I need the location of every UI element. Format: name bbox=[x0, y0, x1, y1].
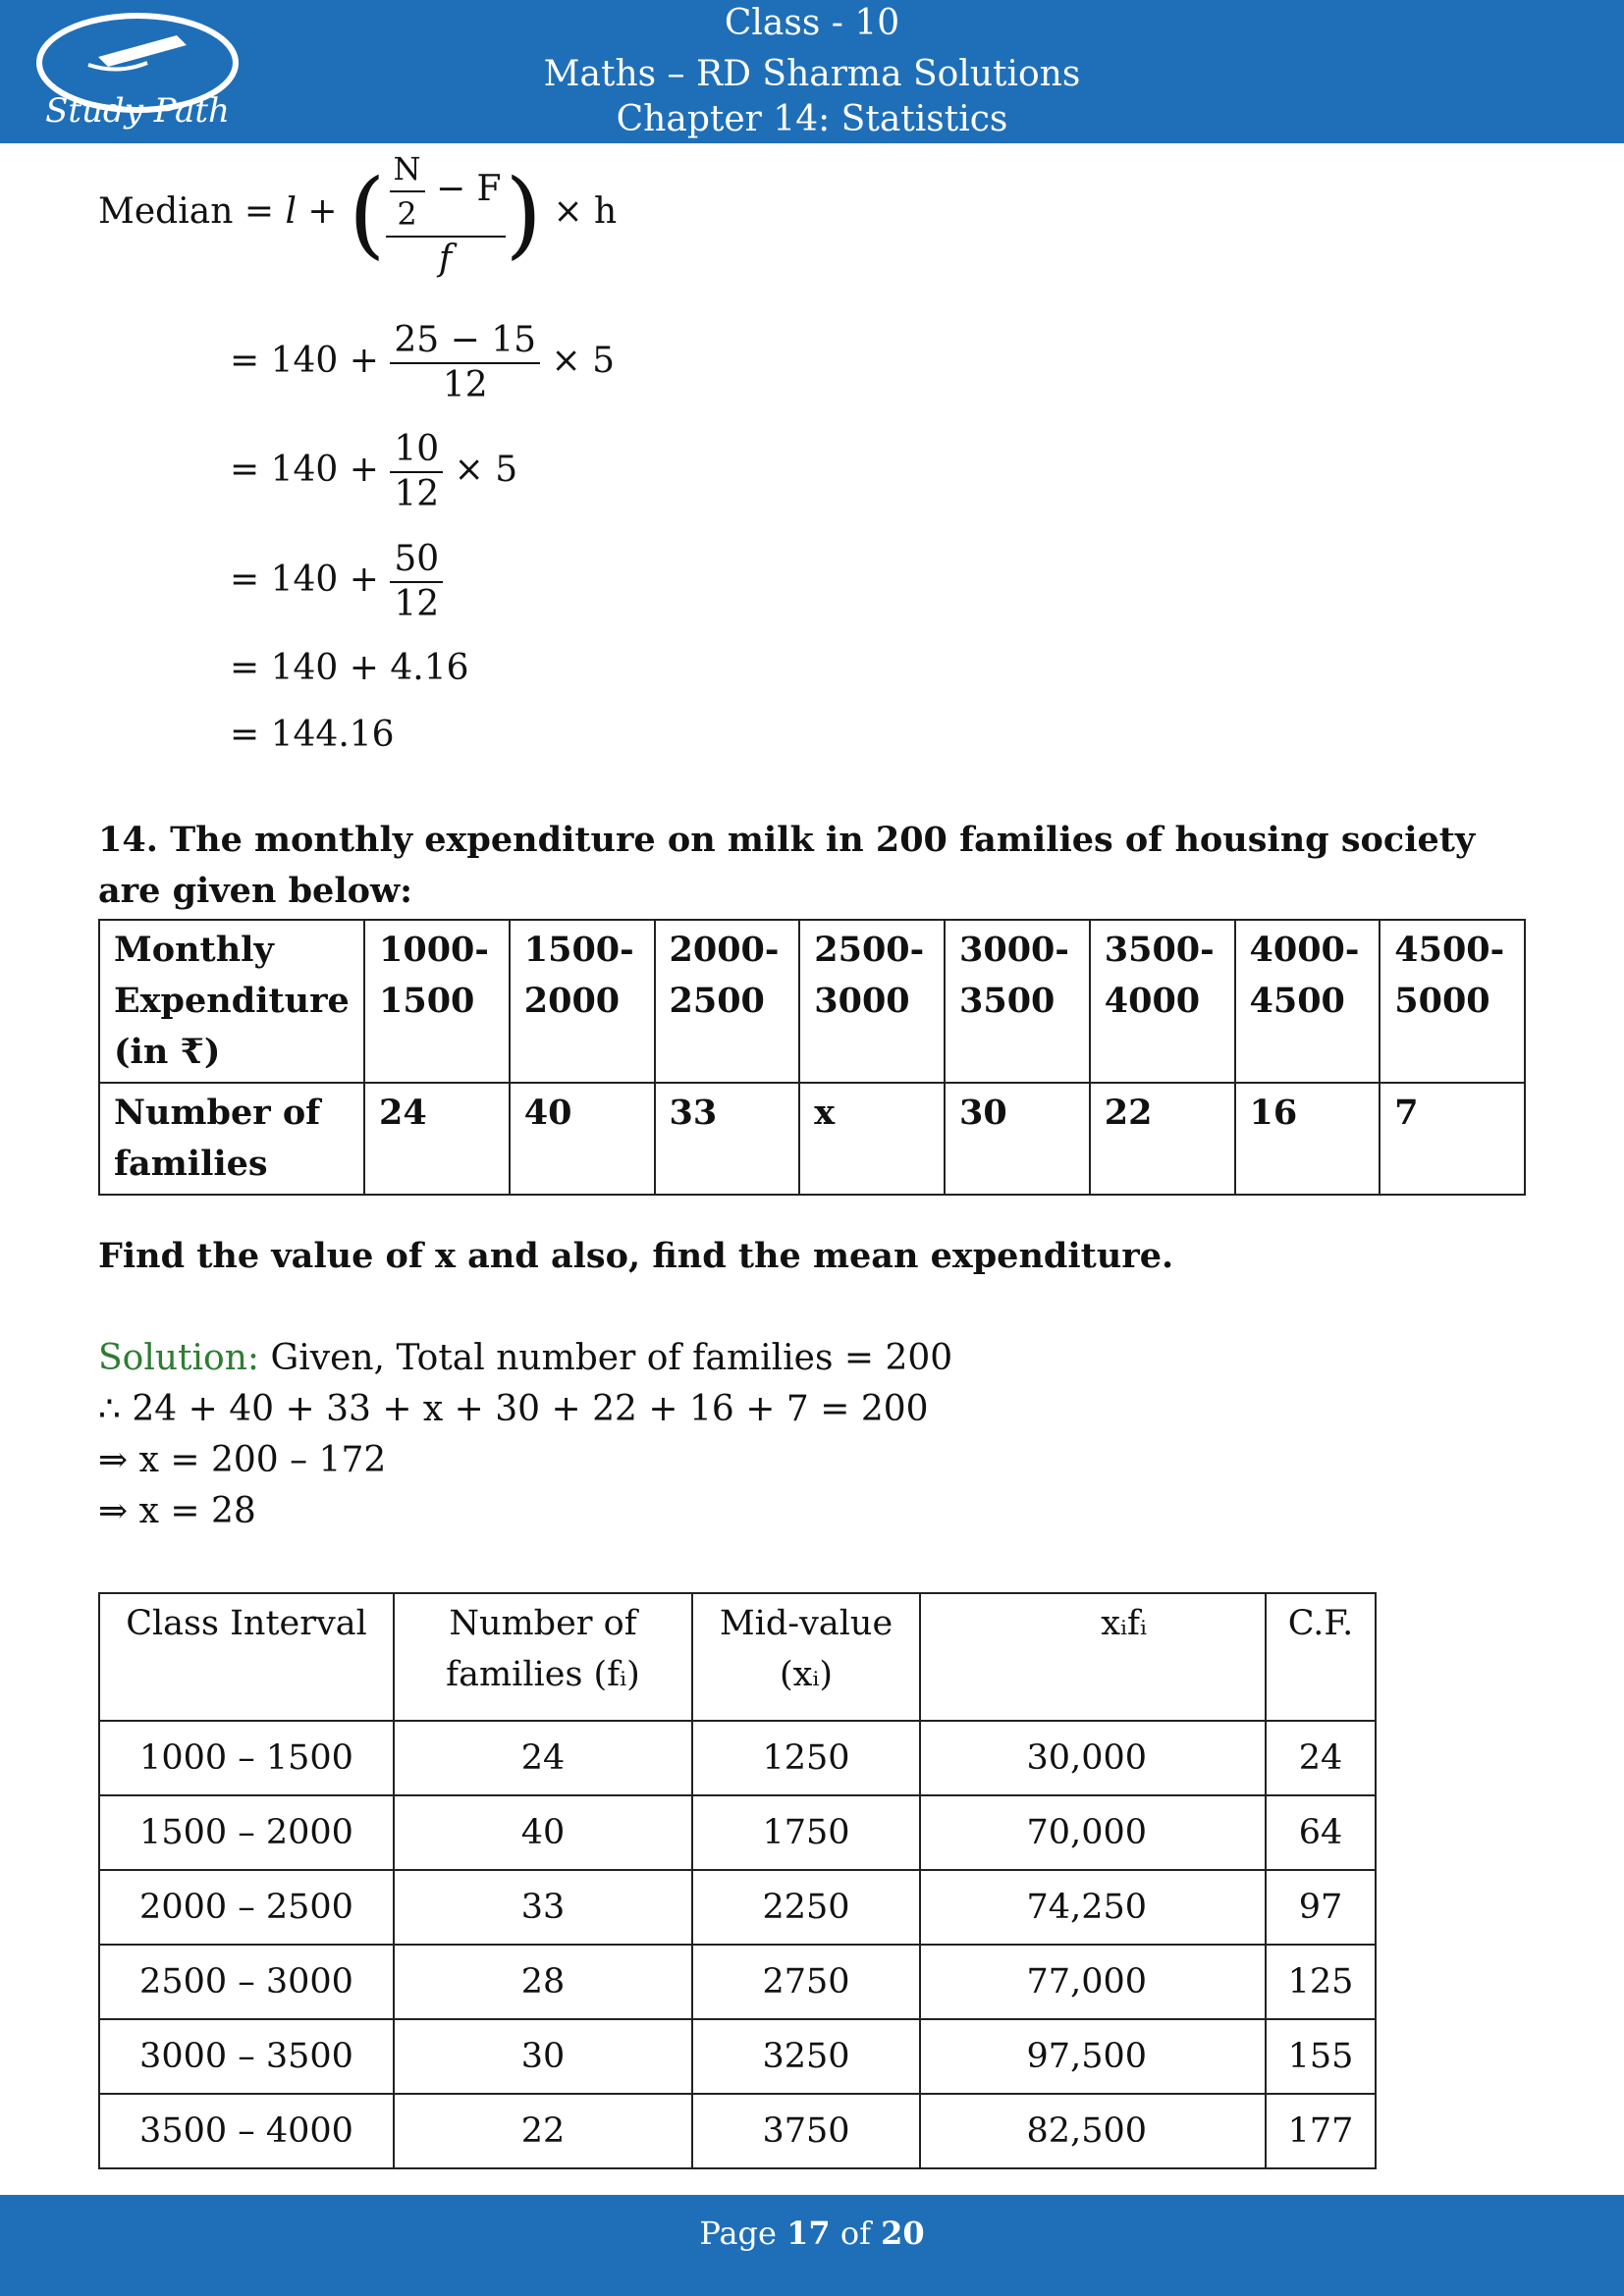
table-row: 2000 – 2500 33 2250 74,250 97 bbox=[99, 1870, 1376, 1945]
table-row: 1500 – 2000 40 1750 70,000 64 bbox=[99, 1795, 1376, 1870]
families-cell: 24 bbox=[364, 1083, 510, 1195]
step-1: = 140 + $\frac{25 - 15}{12}$ × 5 bbox=[230, 320, 616, 405]
col-mid-value: Mid-value (xᵢ) bbox=[692, 1593, 920, 1721]
table-header-row bbox=[99, 1593, 1376, 1721]
table-row: 3000 – 3500 30 3250 97,500 155 bbox=[99, 2019, 1376, 2094]
header-subject: Maths – RD Sharma Solutions bbox=[543, 54, 1081, 94]
step-4: = 140 + 4.16 bbox=[230, 648, 469, 688]
header-chapter: Chapter 14: Statistics bbox=[616, 99, 1008, 139]
interval-cell: 2500-3000 bbox=[799, 920, 945, 1083]
families-cell: 40 bbox=[510, 1083, 655, 1195]
table-row: 1000 – 1500 24 1250 30,000 24 bbox=[99, 1721, 1376, 1795]
table-row bbox=[99, 920, 1525, 1083]
families-cell: x bbox=[799, 1083, 945, 1195]
table-row bbox=[99, 1083, 1525, 1195]
col-cf: C.F. bbox=[1266, 1593, 1376, 1721]
left-paren: ( bbox=[349, 159, 386, 269]
interval-cell: 3000-3500 bbox=[945, 920, 1090, 1083]
solution-line-3: ⇒ x = 200 – 172 bbox=[98, 1440, 387, 1480]
table-row: 3500 – 4000 22 3750 82,500 177 bbox=[99, 2094, 1376, 2168]
families-cell: 33 bbox=[655, 1083, 800, 1195]
interval-cell: 4000-4500 bbox=[1235, 920, 1380, 1083]
col-xifi: xᵢfᵢ bbox=[920, 1593, 1266, 1721]
interval-cell: 4500-5000 bbox=[1380, 920, 1525, 1083]
row-head-expenditure: Monthly Expenditure (in ₹) bbox=[99, 920, 364, 1083]
table-row: 2500 – 3000 28 2750 77,000 125 bbox=[99, 1945, 1376, 2019]
col-class-interval: Class Interval bbox=[99, 1593, 394, 1721]
interval-cell: 3500-4000 bbox=[1090, 920, 1235, 1083]
step-2: = 140 + $\frac{10}{12}$ × 5 bbox=[230, 429, 518, 514]
median-label: Median bbox=[98, 191, 234, 232]
expenditure-table bbox=[98, 919, 1526, 1196]
page-number: Page 17 of 20 bbox=[699, 2215, 925, 2252]
right-paren: ) bbox=[505, 159, 542, 269]
col-families: Number of families (fᵢ) bbox=[394, 1593, 692, 1721]
median-fraction: $\frac{N}{2}$ − F f bbox=[386, 147, 506, 281]
question-text: 14. The monthly expenditure on milk in 200 families of housing society are given below: bbox=[98, 820, 1476, 911]
solution-line-4: ⇒ x = 28 bbox=[98, 1491, 256, 1531]
solution-label: Solution: bbox=[98, 1338, 260, 1378]
page-footer bbox=[0, 2195, 1624, 2296]
solution-line-1: Solution: Given, Total number of families = 200 bbox=[98, 1338, 953, 1378]
row-head-families: Number of families bbox=[99, 1083, 364, 1195]
families-cell: 22 bbox=[1090, 1083, 1235, 1195]
interval-cell: 2000-2500 bbox=[655, 920, 800, 1083]
step-5: = 144.16 bbox=[230, 715, 395, 755]
header-class: Class - 10 bbox=[724, 3, 900, 43]
families-cell: 7 bbox=[1380, 1083, 1525, 1195]
interval-cell: 1000-1500 bbox=[364, 920, 510, 1083]
median-formula: Median = l + ( $\frac{N}{2}$ − F f ) × h bbox=[98, 147, 617, 281]
interval-cell: 1500-2000 bbox=[510, 920, 655, 1083]
families-cell: 16 bbox=[1235, 1083, 1380, 1195]
question-find: Find the value of x and also, find the mean expenditure. bbox=[98, 1236, 1174, 1276]
page-header bbox=[0, 0, 1624, 143]
logo-text: Study Path bbox=[45, 91, 230, 131]
step-3: = 140 + $\frac{50}{12}$ bbox=[230, 538, 443, 626]
frequency-table bbox=[98, 1592, 1377, 2169]
families-cell: 30 bbox=[945, 1083, 1090, 1195]
solution-line-2: ∴ 24 + 40 + 33 + x + 30 + 22 + 16 + 7 = 200 bbox=[98, 1389, 929, 1429]
